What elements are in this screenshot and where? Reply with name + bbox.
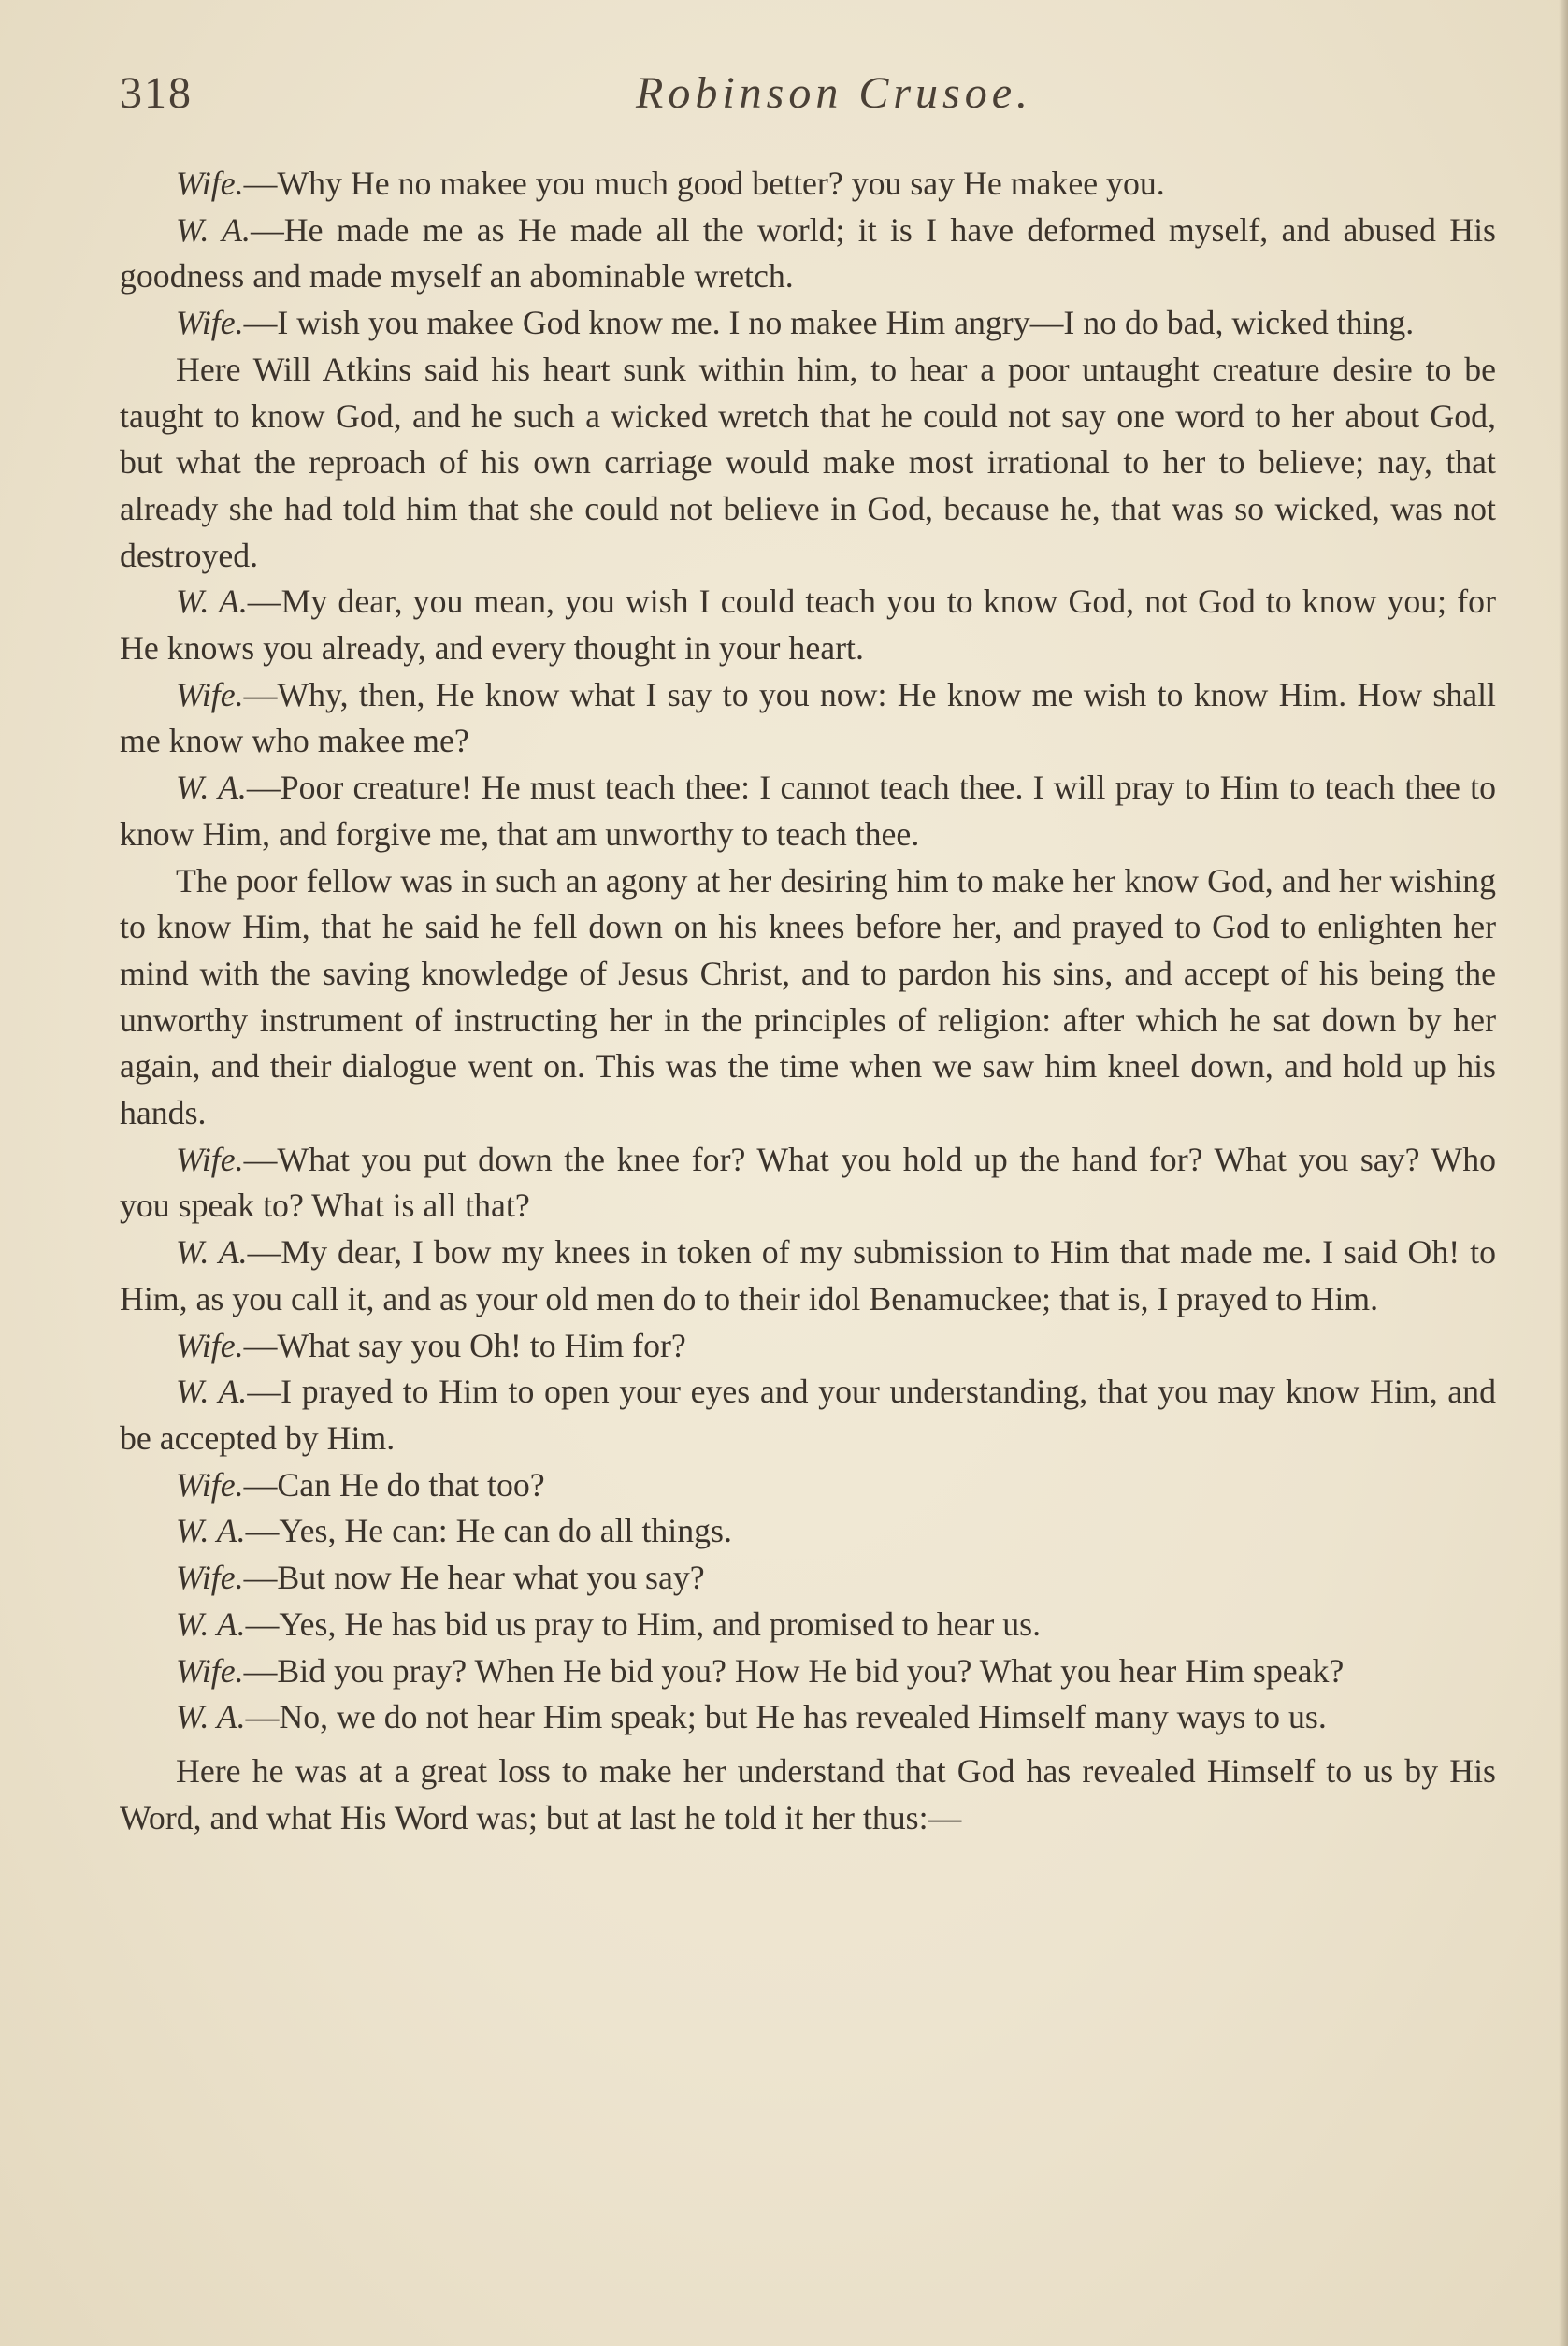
body-text <box>120 161 1496 1841</box>
line-text: —Poor creature! He must teach thee: I cannot teach thee. I will pray to Him to teach thee to know Him, and forgive me, that am unworthy to teach thee. <box>120 769 1496 853</box>
dialogue-line <box>120 1648 1496 1695</box>
line-text: —I wish you makee God know me. I no makee Him angry—I no do bad, wicked thing. <box>243 304 1415 342</box>
line-text: —Yes, He can: He can do all things. <box>245 1512 732 1550</box>
dialogue-line <box>120 579 1496 671</box>
dialogue-line <box>120 300 1496 347</box>
speaker-label: Wife. <box>176 1326 244 1364</box>
dialogue-line <box>120 765 1496 857</box>
speaker-label: Wife. <box>176 304 244 342</box>
line-text: —Why, then, He know what I say to you now: He know me wish to know Him. How shall me know who makee me? <box>120 675 1496 760</box>
line-text: —Can He do that too? <box>243 1465 545 1504</box>
dialogue-line <box>120 1230 1496 1322</box>
page-header <box>120 67 1496 133</box>
dialogue-line <box>120 161 1496 208</box>
speaker-label: W. A. <box>176 583 248 621</box>
running-title: Robinson Crusoe. <box>636 68 1033 118</box>
speaker-label: W. A. <box>176 769 247 807</box>
speaker-label: W. A. <box>176 1233 248 1272</box>
line-text: —What say you Oh! to Him for? <box>243 1326 686 1364</box>
speaker-label: Wife. <box>176 165 244 202</box>
speaker-label: Wife. <box>176 675 244 713</box>
page-number: 318 <box>120 68 193 118</box>
line-text: The poor fellow was in such an agony at her desiring him to make her know God, and her wishing to know Him, that he said he fell down on his knees before her, and prayed to God to enlighten her mind with the saving knowledge of Jesus Christ, and to pardon his sins, and accept of his being the unworthy instrument of instructing her in the principles of religion: after which he sat down by her again, and their dialogue went on. This was the time when we saw him kneel down, and hold up his hands. <box>120 861 1496 1132</box>
dialogue-line <box>120 1462 1496 1509</box>
speaker-label: Wife. <box>176 1140 244 1178</box>
dialogue-line <box>120 1555 1496 1602</box>
line-text: —But now He hear what you say? <box>243 1559 705 1597</box>
narrative-paragraph <box>120 347 1496 580</box>
page-gutter-shadow <box>1559 0 1568 2346</box>
speaker-label: W. A. <box>176 1512 246 1550</box>
speaker-label: W. A. <box>176 210 251 249</box>
line-text: —My dear, you mean, you wish I could teach you to know God, not God to know you; for He knows you already, and every thought in your heart. <box>120 583 1496 668</box>
line-text: —No, we do not hear Him speak; but He has revealed Himself many ways to us. <box>245 1698 1327 1736</box>
speaker-label: Wife. <box>176 1651 244 1690</box>
speaker-label: W. A. <box>176 1698 246 1736</box>
dialogue-line <box>120 1602 1496 1648</box>
dialogue-line <box>120 1369 1496 1461</box>
speaker-label: W. A. <box>176 1605 246 1643</box>
speaker-label: Wife. <box>176 1559 244 1597</box>
dialogue-line <box>120 1137 1496 1230</box>
dialogue-line <box>120 672 1496 765</box>
dialogue-line <box>120 1323 1496 1370</box>
line-text: —Bid you pray? When He bid you? How He bid you? What you hear Him speak? <box>243 1651 1345 1690</box>
line-text: —Yes, He has bid us pray to Him, and promised to hear us. <box>245 1605 1042 1643</box>
speaker-label: Wife. <box>176 1465 244 1504</box>
line-text: —He made me as He made all the world; it is I have deformed myself, and abused His goodness and made myself an abominable wretch. <box>120 210 1496 295</box>
line-text: —Why He no makee you much good better? you say He makee you. <box>243 165 1165 202</box>
speaker-label: W. A. <box>176 1373 248 1411</box>
line-text: —What you put down the knee for? What you hold up the hand for? What you say? Who you speak to? What is all that? <box>120 1140 1496 1225</box>
line-text: Here he was at a great loss to make her understand that God has revealed Himself to us by His Word, and what His Word was; but at last he told it her thus:— <box>120 1751 1496 1836</box>
dialogue-line <box>120 208 1496 300</box>
line-text: —My dear, I bow my knees in token of my submission to Him that made me. I said Oh! to Him, as you call it, and as your old men do to their idol Benamuckee; that is, I prayed to Him. <box>120 1233 1496 1317</box>
line-text: —I prayed to Him to open your eyes and your understanding, that you may know Him, and be accepted by Him. <box>120 1373 1496 1457</box>
dialogue-line <box>120 1508 1496 1555</box>
narrative-paragraph <box>120 1749 1496 1841</box>
narrative-paragraph <box>120 858 1496 1137</box>
line-text: Here Will Atkins said his heart sunk within him, to hear a poor untaught creature desire to be taught to know God, and he such a wicked wretch that he could not say one word to her about God, but what the reproach of his own carriage would make most irrational to her to believe; nay, that already she had told him that she could not believe in God, because he, that was so wicked, was not destroyed. <box>120 350 1496 574</box>
dialogue-line <box>120 1694 1496 1741</box>
